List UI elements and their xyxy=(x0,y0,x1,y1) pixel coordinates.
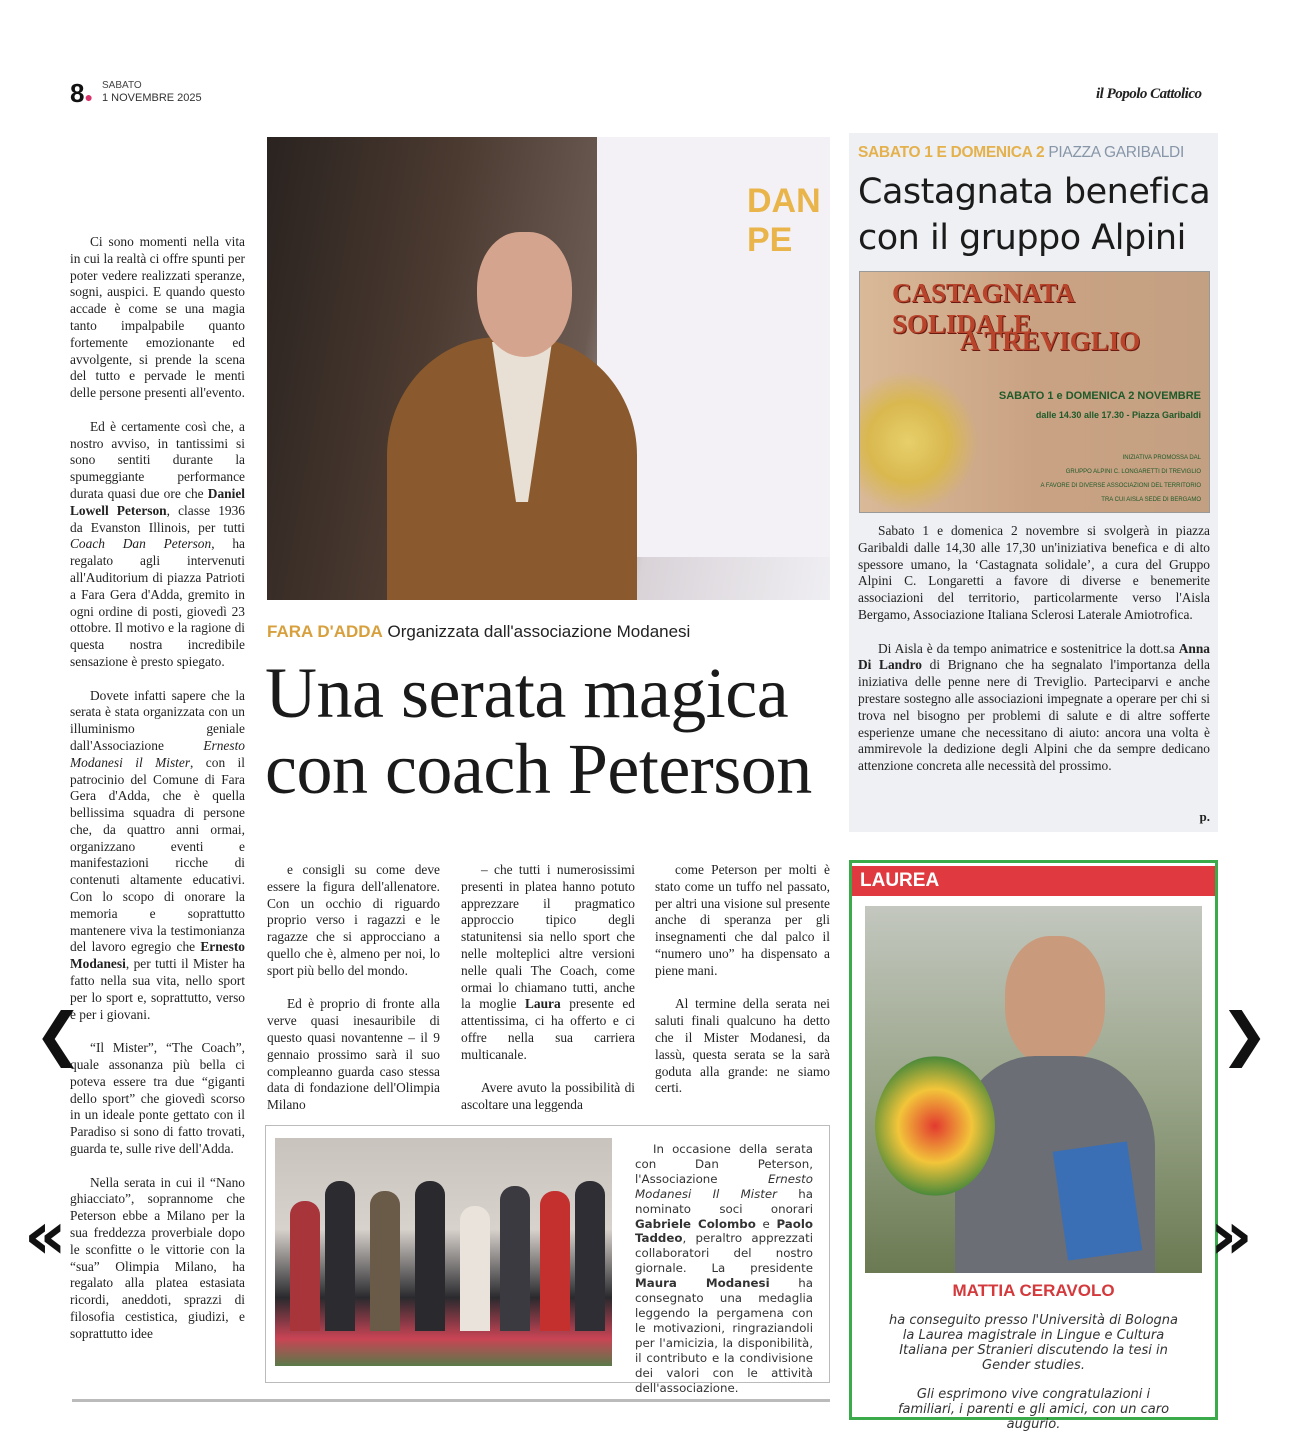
article-column-1 xyxy=(70,234,245,1359)
text: Ed è proprio di fronte alla verve quasi inesauribile di questo quasi novantenne – il 9 gennaio prossimo sarà il suo compleanno guarda caso stessa data di fondazione dell'Olimpia Milano xyxy=(267,996,440,1113)
paragraph xyxy=(70,419,245,671)
paragraph xyxy=(461,862,635,1064)
page-title xyxy=(265,655,845,807)
text: Sabato 1 e domenica 2 novembre si svolgerà in piazza Garibaldi dalle 14,30 alle 17,30 un'iniziativa benefica e di alto spessore umano, la ‘Castagnata solidale’, a cura del Gruppo Alpini C. Longaretti a favore di diverse e benemerite associazioni del territorio, particolarmente verso l'Aisla Bergamo, Associazione Italiana Sclerosi Laterale Amiotrofica. xyxy=(858,523,1210,622)
paragraph xyxy=(635,1142,813,1395)
headline-line-1: Una serata magica xyxy=(265,653,789,733)
person-figure xyxy=(500,1186,530,1331)
photo-box xyxy=(265,1125,830,1395)
bold-text: Gabriele Colombo xyxy=(635,1216,756,1231)
poster-times: dalle 14.30 alle 17.30 - Piazza Garibaldi xyxy=(1035,410,1201,420)
bold-text: Laura xyxy=(524,996,561,1012)
graduate-name: MATTIA CERAVOLO xyxy=(952,1281,1115,1300)
italic-text: Coach Dan Peterson xyxy=(70,536,212,552)
text: Avere avuto la possibilità di ascoltare una leggenda xyxy=(461,1080,635,1113)
chevron-left-icon[interactable]: ❮ xyxy=(34,1000,83,1068)
castagnata-poster xyxy=(859,271,1210,513)
page-number-value: 8 xyxy=(70,78,85,108)
side-body xyxy=(858,523,1210,792)
poster-title-2: A TREVIGLIO xyxy=(960,326,1141,356)
headline-line-2: con coach Peterson xyxy=(265,729,812,809)
paragraph xyxy=(70,688,245,1024)
person-figure xyxy=(325,1181,355,1331)
paragraph xyxy=(267,996,440,1114)
text: “Il Mister”, “The Coach”, quale assonanza più bella ci poteva essere tra due “giganti dello sport” che giovedì scorso in un ideale ponte gettato con il Paradiso si sono di fatto trovati, guarda te, sulle rive dell'Adda. xyxy=(70,1040,245,1157)
paragraph xyxy=(70,234,245,402)
paragraph xyxy=(655,996,830,1097)
side-title-line-2: con il gruppo Alpini xyxy=(858,218,1186,258)
page-number xyxy=(70,78,93,109)
text: Ci sono momenti nella vita in cui la realtà ci offre spunti per poter vedere realizzati speranze, sogni, auspici. E quando questo accade è come se una magia tanto impalpabile quanto fortemente emozionante ed avvolgente, si prende la scena del tutto e pervade le menti delle persone presenti all'evento. xyxy=(70,234,245,401)
text: e consigli su come deve essere la figura dell'allenatore. Con un occhio di riguardo proprio verso i ragazzi e le ragazze che si approcciano a quello che è, almeno per noi, lo sport più bello del mondo. xyxy=(267,862,440,978)
diploma-folder xyxy=(1053,1141,1143,1260)
issue-date xyxy=(102,80,202,104)
paragraph xyxy=(70,1175,245,1343)
paragraph xyxy=(858,641,1210,775)
weekday: SABATO xyxy=(102,80,142,91)
paragraph xyxy=(267,862,440,980)
person-figure xyxy=(540,1191,570,1331)
paragraph xyxy=(461,1080,635,1114)
person-figure xyxy=(575,1181,605,1331)
bold-text: Daniel Lowell Peterson xyxy=(70,485,245,518)
person-figure xyxy=(415,1181,445,1331)
side-title-line-1: Castagnata benefica xyxy=(858,172,1211,212)
bold-text: Anna Di Landro xyxy=(858,640,1210,673)
kicker-place: FARA D'ADDA xyxy=(267,622,383,641)
text: , peraltro apprezzati collaboratori del nostro giornale. La presidente xyxy=(635,1231,813,1276)
graduate-photo xyxy=(865,906,1202,1273)
laurea-header: LAUREA xyxy=(852,866,1215,896)
article-column-4 xyxy=(655,862,830,1114)
article-kicker xyxy=(267,622,690,642)
author-signature: p. xyxy=(1199,809,1210,824)
text: di Brignano che ha segnalato l'importanza della iniziativa delle penne nere di Treviglio. Parteciparvi e anche prestare sostegno alle associazioni impegnate a operare per chi si trova nel bisogno per problemi di salute e di altre sofferte esperienze umane che necessitano di aiuto: ancora una volta è ammirevole la dedizione degli Alpini che da sempre dedicano attenzione concreta alle necessità del prossimo. xyxy=(858,657,1210,774)
text: In occasione della serata con Dan Peterson, l'Associazione xyxy=(635,1142,813,1186)
bold-text: Ernesto Modanesi xyxy=(70,939,245,972)
text: come Peterson per molti è stato come un tuffo nel passato, per altri una visione sul presente anche di speranza per gli insegnamenti che dal palco il “numero uno” ha dispensato a piene mani. xyxy=(655,862,830,978)
speaker-head xyxy=(477,232,572,357)
laurea-text-1: ha conseguito presso l'Università di Bologna la Laurea magistrale in Lingue e Cultura Italiana per Stranieri discutendo la tesi in Gender studies. xyxy=(888,1313,1179,1373)
kicker-text: Organizzata dall'associazione Modanesi xyxy=(387,622,691,641)
group-photo xyxy=(275,1138,612,1366)
poster-small-1: INIZIATIVA PROMOSSA DAL xyxy=(1122,455,1201,461)
text: Di Aisla è da tempo animatrice e sostenitrice la dott.sa xyxy=(878,640,1179,656)
text: , per tutti il Mister ha fatto nella sua vita, nello sport per lo sport e, soprattutto, verso e per i giovani. xyxy=(70,956,245,1022)
paragraph xyxy=(70,1040,245,1158)
photo-caption xyxy=(635,1142,813,1395)
poster-small-3: A FAVORE DI DIVERSE ASSOCIAZIONI DEL TERRITORIO xyxy=(1040,483,1201,489)
side-article xyxy=(849,133,1218,832)
paragraph xyxy=(858,523,1210,624)
paragraph xyxy=(655,862,830,980)
poster-small-2: GRUPPO ALPINI C. LONGARETTI DI TREVIGLIO xyxy=(1065,469,1201,475)
article-column-2 xyxy=(267,862,440,1131)
text: Dovete infatti sapere che la serata è stata organizzata con un illuminismo geniale dall'Associazione xyxy=(70,687,245,753)
poster-small-4: TRA CUI AISLA SEDE DI BERGAMO xyxy=(1101,497,1201,503)
person-figure xyxy=(290,1201,320,1331)
text: e xyxy=(755,1216,777,1231)
flower-bouquet xyxy=(875,1056,995,1196)
bold-text: Paolo Taddeo xyxy=(635,1216,813,1246)
side-title xyxy=(858,169,1210,261)
text: – che tutti i numerosissimi presenti in platea hanno potuto apprezzare il pragmatico approccio tipico degli statunitensi sia nello sport che nelle molteplici altre versioni nelle quali The Coach, come ormai lo chiamano tutti, anche la moglie xyxy=(461,862,635,1012)
date: 1 NOVEMBRE 2025 xyxy=(102,92,202,104)
text: ha consegnato una medaglia leggendo la pergamena con le motivazioni, ringraziandoli per l'amicizia, la disponibilità, il contributo e la condivisione dei valori con le attività dell'associazione. xyxy=(635,1276,813,1395)
screen-text: DAN PE xyxy=(747,182,821,259)
kicker-place: PIAZZA GARIBALDI xyxy=(1048,144,1184,161)
laurea-text xyxy=(852,1313,1215,1446)
bold-text: Maura Modanesi xyxy=(635,1276,770,1291)
bottom-rule xyxy=(72,1399,830,1402)
person-figure xyxy=(460,1206,490,1331)
side-kicker xyxy=(858,144,1184,162)
chestnuts-decoration xyxy=(860,372,980,512)
publication-logo: il Popolo Cattolico xyxy=(1096,86,1202,102)
text: presente ed attentissima, ci ha offerto e ci offre nella sua carriera multicanale. xyxy=(461,996,635,1062)
italic-text: Ernesto Modanesi il Mister xyxy=(70,737,245,770)
text: , classe 1936 da Evanston Illinois, per tutti xyxy=(70,502,245,535)
text: ha nominato soci onorari xyxy=(635,1186,813,1216)
text: Nella serata in cui il “Nano ghiacciato”, soprannome che Peterson ebbe a Milano per la sua freddezza proverbiale dopo le sconfitte o le vittorie con la “sua” Olimpia Milano, ha regalato alla platea estasiata ricordi, aneddoti, sprazzi di filosofia cestistica, giudizi, e soprattutto idee xyxy=(70,1174,245,1341)
double-chevron-right-icon[interactable]: » xyxy=(1210,1197,1253,1274)
italic-text: Ernesto Modanesi Il Mister xyxy=(635,1171,813,1201)
text: , con il patrocinio del Comune di Fara Gera d'Adda, che è quella bellissima squadra di persone che, da quattro anni ormai, organizzano eventi e manifestazioni ricche di contenuti altamente educativi. Con lo scopo di onorare la memoria e soprattutto mantenere viva la testimonianza del lavoro egregio che xyxy=(70,754,245,955)
page-dot: ● xyxy=(84,89,93,105)
laurea-box xyxy=(849,860,1218,1432)
text: , ha regalato agli intervenuti all'Auditorium di piazza Patrioti a Fara Gera d'Adda, gremito in ogni ordine di posti, giovedì 23 ottobre. Il motivo e la ragione di questa nostra incredibile sensazione è presto spiegato. xyxy=(70,536,245,669)
article-column-3 xyxy=(461,862,635,1131)
chevron-right-icon[interactable]: ❯ xyxy=(1220,1000,1269,1068)
graduate-head xyxy=(1005,936,1105,1066)
poster-dates: SABATO 1 e DOMENICA 2 NOVEMBRE xyxy=(998,390,1201,402)
laurea-text-2: Gli esprimono vive congratulazioni i familiari, i parenti e gli amici, con un caro augurio. xyxy=(897,1387,1170,1432)
poster-title-1: CASTAGNATA SOLIDALE xyxy=(892,278,1074,339)
double-chevron-left-icon[interactable]: « xyxy=(24,1197,67,1274)
person-figure xyxy=(370,1191,400,1331)
text: Ed è certamente così che, a nostro avviso, in tantissimi si sono sentiti durante la spumeggiante performance durata quasi due ore che xyxy=(70,418,245,501)
text: Al termine della serata nei saluti finali qualcuno ha detto che il Mister Modanesi, da lassù, questa serata se la sarà goduta alla grande: ne siamo certi. xyxy=(655,996,830,1096)
main-photo-peterson xyxy=(267,137,830,600)
kicker-date: SABATO 1 E DOMENICA 2 xyxy=(858,144,1045,161)
